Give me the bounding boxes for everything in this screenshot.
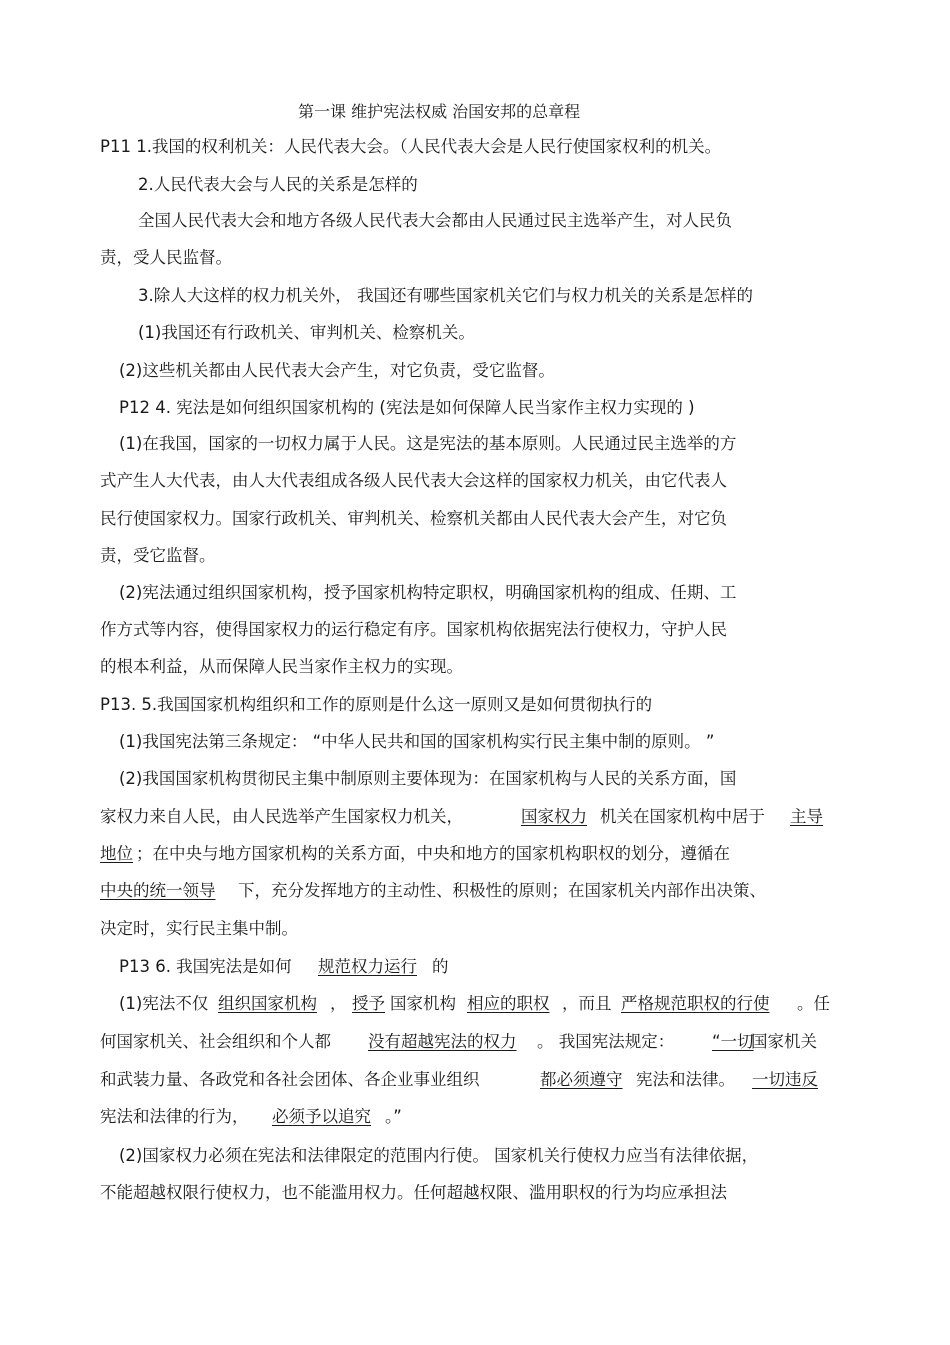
text-line: 决定时，实行民主集中制。 (100, 919, 298, 938)
text-line: 作方式等内容，使得国家权力的运行稳定有序。国家机构依据宪法行使权力，守护人民 (100, 620, 727, 639)
text-run: 和武装力量、各政党和各社会团体、各企业事业组织 (100, 1070, 480, 1089)
text-line: (2)这些机关都由人民代表大会产生，对它负责，受它监督。 (119, 361, 555, 380)
text-run: 宪法和法律。 (636, 1070, 735, 1089)
text-line: P13. 5.我国国家机构组织和工作的原则是什么这一原则又是如何贯彻执行的 (100, 695, 653, 714)
text-line: (1)在我国，国家的一切权力属于人民。这是宪法的基本原则。人民通过民主选举的方 (119, 434, 737, 453)
text-run: ；在中央与地方国家机构的关系方面，中央和地方的国家机构职权的划分，遵循在 (136, 844, 730, 863)
text-line: 责，受它监督。 (100, 546, 216, 565)
fill-blank-answer: 国家权力 (521, 807, 587, 826)
text-run: 。 我国宪法规定： (537, 1032, 675, 1051)
fill-blank-answer: 必须予以追究 (272, 1107, 371, 1126)
text-run: 的 (432, 957, 449, 976)
fill-blank-answer: 地位 (100, 844, 133, 863)
text-line: P12 4. 宪法是如何组织国家机构的 (宪法是如何保障人民当家作主权力实现的 ) (119, 398, 695, 417)
fill-blank-answer: 没有超越宪法的权力 (368, 1032, 517, 1051)
fill-blank-answer: 主导 (790, 807, 823, 826)
fill-blank-answer: 授予 (352, 994, 385, 1013)
fill-blank-answer: “一切 (712, 1032, 754, 1051)
text-line: 的根本利益，从而保障人民当家作主权力的实现。 (100, 657, 463, 676)
text-line: (2)我国国家机构贯彻民主集中制原则主要体现为：在国家机构与人民的关系方面，国 (119, 769, 737, 788)
text-line: 全国人民代表大会和地方各级人民代表大会都由人民通过民主选举产生，对人民负 (138, 211, 732, 230)
text-line: (1)我国宪法第三条规定： “中华人民共和国的国家机构实行民主集中制的原则。 ” (119, 732, 715, 751)
text-run: 。” (385, 1107, 402, 1126)
text-line: 2.人民代表大会与人民的关系是怎样的 (138, 175, 418, 194)
text-run: 。任 (797, 994, 830, 1013)
text-run: ， (330, 994, 347, 1013)
text-line: P11 1.我国的权利机关：人民代表大会。（人民代表大会是人民行使国家权利的机关。 (100, 137, 722, 156)
fill-blank-answer: 一切违反 (752, 1070, 818, 1089)
text-run: P13 6. 我国宪法是如何 (119, 957, 292, 976)
text-run: 机关在国家机构中居于 (600, 807, 765, 826)
text-line: 3.除人大这样的权力机关外， 我国还有哪些国家机关它们与权力机关的关系是怎样的 (138, 286, 753, 305)
text-line: 民行使国家权力。国家行政机关、审判机关、检察机关都由人民代表大会产生，对它负 (100, 509, 727, 528)
fill-blank-answer: 都必须遵守 (540, 1070, 623, 1089)
text-run: 家权力来自人民，由人民选举产生国家权力机关， (100, 807, 463, 826)
text-run: 宪法和法律的行为， (100, 1107, 249, 1126)
text-line: 不能超越权限行使权力，也不能滥用权力。任何超越权限、滥用职权的行为均应承担法 (100, 1183, 727, 1202)
fill-blank-answer: 严格规范职权的行使 (621, 994, 770, 1013)
text-run: 下，充分发挥地方的主动性、积极性的原则；在国家机关内部作出决策、 (238, 881, 766, 900)
text-line: (1)我国还有行政机关、审判机关、检察机关。 (138, 323, 475, 342)
fill-blank-answer: 相应的职权 (467, 994, 550, 1013)
fill-blank-answer: 规范权力运行 (318, 957, 417, 976)
text-line: (2)国家权力必须在宪法和法律限定的范围内行使。 国家机关行使权力应当有法律依据， (119, 1146, 759, 1165)
text-run: 何国家机关、社会组织和个人都 (100, 1032, 331, 1051)
text-line: 式产生人大代表，由人大代表组成各级人民代表大会这样的国家权力机关，由它代表人 (100, 471, 727, 490)
text-line: 责，受人民监督。 (100, 248, 232, 267)
page-title: 第一课 维护宪法权威 治国安邦的总章程 (298, 102, 581, 121)
text-line (100, 806, 463, 828)
fill-blank-answer: 组织国家机构 (218, 994, 317, 1013)
text-run: 国家机关 (751, 1032, 817, 1051)
text-run: 国家机构 (390, 994, 456, 1013)
text-run: (1)宪法不仅 (119, 994, 209, 1013)
text-line: (2)宪法通过组织国家机构，授予国家机构特定职权，明确国家机构的组成、任期、工 (119, 583, 737, 602)
text-run: ，而且 (562, 994, 612, 1013)
fill-blank-answer: 中央的统一领导 (100, 881, 216, 900)
